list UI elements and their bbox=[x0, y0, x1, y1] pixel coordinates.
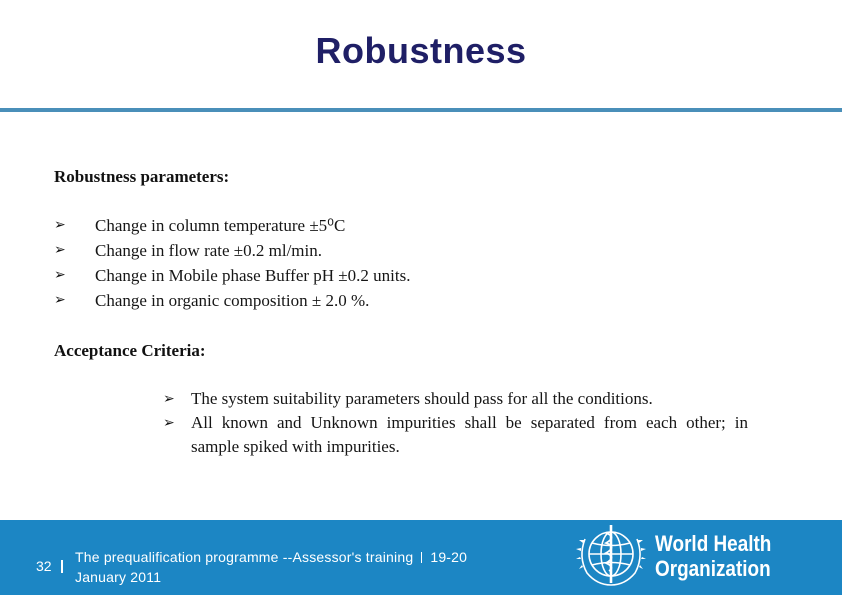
arrow-bullet-icon: ➢ bbox=[163, 416, 175, 431]
page-separator bbox=[61, 560, 63, 573]
title-divider bbox=[0, 108, 842, 112]
list-item bbox=[54, 213, 410, 238]
page-number: 32 bbox=[36, 558, 52, 574]
org-name-line-1: World Health bbox=[655, 531, 772, 556]
param-text: Change in column temperature ±5⁰C bbox=[95, 216, 346, 235]
param-text: Change in Mobile phase Buffer pH ±0.2 units. bbox=[95, 266, 411, 285]
org-name-line-2: Organization bbox=[655, 556, 771, 581]
list-item bbox=[54, 238, 410, 263]
list-item bbox=[54, 263, 410, 288]
date-text-1: 19-20 bbox=[430, 549, 468, 565]
date-text-2: January 2011 bbox=[75, 569, 162, 585]
programme-text: The prequalification programme --Assessor's training bbox=[75, 549, 414, 565]
param-text: Change in flow rate ±0.2 ml/min. bbox=[95, 241, 322, 260]
arrow-bullet-icon: ➢ bbox=[54, 243, 66, 258]
params-list bbox=[54, 213, 410, 313]
list-item bbox=[163, 411, 748, 459]
criteria-heading: Acceptance Criteria: bbox=[54, 341, 206, 360]
arrow-bullet-icon: ➢ bbox=[54, 218, 66, 233]
criteria-list bbox=[163, 387, 748, 459]
arrow-bullet-icon: ➢ bbox=[163, 392, 175, 407]
param-text: Change in organic composition ± 2.0 %. bbox=[95, 291, 370, 310]
list-item bbox=[163, 387, 748, 411]
who-wordmark bbox=[655, 531, 810, 581]
footer-separator bbox=[421, 552, 422, 563]
who-emblem-icon bbox=[573, 521, 649, 591]
list-item bbox=[54, 288, 410, 313]
scanned-document bbox=[50, 150, 770, 470]
params-heading: Robustness parameters: bbox=[54, 167, 230, 186]
criteria-text: The system suitability parameters should pass for all the conditions. bbox=[191, 389, 653, 408]
slide-title: Robustness bbox=[315, 30, 527, 71]
footer-caption bbox=[75, 547, 565, 587]
arrow-bullet-icon: ➢ bbox=[54, 293, 66, 308]
criteria-text: All known and Unknown impurities shall be separated from each other; in sample spiked with impurities. bbox=[191, 413, 748, 456]
arrow-bullet-icon: ➢ bbox=[54, 268, 66, 283]
